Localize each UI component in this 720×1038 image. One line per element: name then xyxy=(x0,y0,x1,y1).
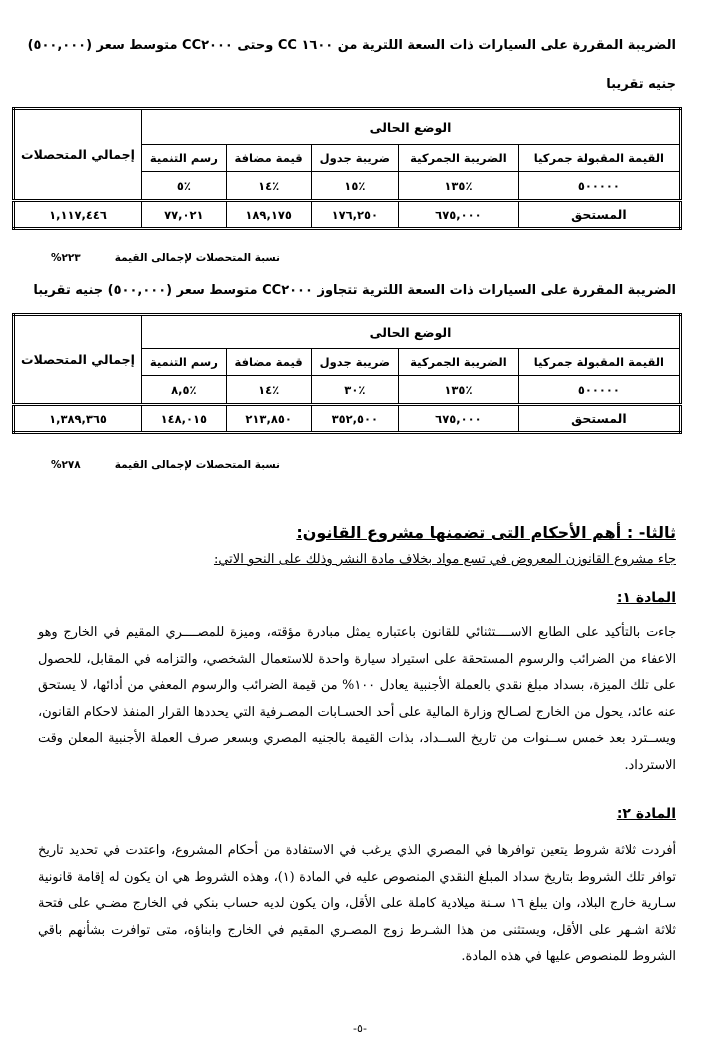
due-vat: ٢١٣,٨٥٠ xyxy=(226,405,311,433)
page-number: -٥- xyxy=(353,1022,367,1035)
ratio-label: نسبة المتحصلات لإجمالى القيمة xyxy=(114,252,280,264)
due-vat: ١٨٩,١٧٥ xyxy=(226,201,311,229)
rate-schedule-tax: ٪١٥ xyxy=(311,172,399,201)
col-development-fee: رسم التنمية xyxy=(142,145,227,172)
ratio-label: نسبة المتحصلات لإجمالى القيمة xyxy=(114,459,280,471)
article1-text: جاءت بالتأكيد على الطابع الاســــتثنائي للقانون باعتباره يمثل مبادرة مؤقته، وميزة للمصــــري المقيم في الخارج وهو الاعفاء من الضرائب والرسوم المستحقة على استيراد سيارة واحدة للاستعمال الشخصي، والتزامه في المقابل، للحصول على تلك الميزة، بسداد مبلغ نقدي بالعملة الأجنبية يعادل ١٠٠% من قيمة الضرائب والرسوم المعفي من أدائها، لا يستحق عنه عائد، يحول من الخارج لصـالح وزارة المالية على أحد الحسـابات المصـرفية التي يحددها القرار المنفذ لاحكام القانون، ويســترد بعد خمس ســنوات من تاريخ الســداد، بذات القيمة بالجنيه المصري وبسعر صرف العملة الأجنبية المعلن وقت الاسترداد. xyxy=(38,625,676,773)
article1-title: المادة ١: xyxy=(616,590,676,606)
due-customs-tax: ٦٧٥,٠٠٠ xyxy=(399,405,519,433)
rate-customs-tax: ٪١٣٥ xyxy=(399,172,519,201)
tax-table-1 xyxy=(12,107,682,230)
rate-schedule-tax: ٪٣٠ xyxy=(311,376,399,405)
tax-table-2 xyxy=(12,313,682,434)
table2-ratio-note xyxy=(51,459,280,471)
section-title: ثالثا- : أهم الأحكام التى تضمنها مشروع القانون: xyxy=(296,523,676,542)
rate-vat: ٪١٤ xyxy=(226,172,311,201)
due-customs-tax: ٦٧٥,٠٠٠ xyxy=(399,201,519,229)
rate-customs-tax: ٪١٣٥ xyxy=(399,376,519,405)
col-customs-tax: الضريبة الجمركية xyxy=(399,349,519,376)
ratio-value: ٢٧٨% xyxy=(50,459,81,471)
due-schedule-tax: ١٧٦,٢٥٠ xyxy=(311,201,399,229)
section-intro: جاء مشروع القانوزن المعروض في تسع مواد بخلاف مادة النشر وذلك على النحو الاتي: xyxy=(213,552,676,567)
due-label: المستحق xyxy=(518,201,680,229)
col-customs-value: القيمة المقبولة جمركيا xyxy=(518,349,680,376)
table1-heading-line2: جنيه تقريبا xyxy=(606,77,676,92)
rate-customs-value: ٥٠٠٠٠٠ xyxy=(518,172,680,201)
table1-ratio-note xyxy=(51,252,280,264)
rate-vat: ٪١٤ xyxy=(226,376,311,405)
rate-development-fee: ٪٥ xyxy=(142,172,227,201)
ratio-value: ٢٢٣% xyxy=(50,252,81,264)
due-development-fee: ١٤٨,٠١٥ xyxy=(142,405,227,433)
status-header: الوضع الحالى xyxy=(142,109,681,145)
article2-title: المادة ٢: xyxy=(616,806,676,822)
col-customs-tax: الضريبة الجمركية xyxy=(399,145,519,172)
col-customs-value: القيمة المقبولة جمركيا xyxy=(518,145,680,172)
col-vat: قيمة مضافة xyxy=(226,145,311,172)
due-schedule-tax: ٣٥٢,٥٠٠ xyxy=(311,405,399,433)
rate-customs-value: ٥٠٠٠٠٠ xyxy=(518,376,680,405)
article2-text: أفردت ثلاثة شروط يتعين توافرها في المصري الذي يرغب في الاستفادة من أحكام المشروع، واعتدت في تحديد تاريخ توافر تلك الشروط بتاريخ سداد المبلغ النقدي المنصوص عليه في المادة (١)، وهذه الشروط هي ان يكون له إقامة قانونية سـارية خارج البلاد، وان يبلغ ١٦ سـنة ميلادية كاملة على الأقل، وان يكون لديه حساب بنكي في الخارج مضـي على فتحة ثلاثة اشـهر على الأقل، ويستثنى من هذا الشـرط زوج المصـري المقيم في الخارج وابناؤه، متى توافرت بشأنهم باقي الشروط للمنصوص عليها في هذه المادة. xyxy=(38,843,676,964)
total-collections-value: ١,١١٧,٤٤٦ xyxy=(14,201,142,229)
table2-heading-line1: الضريبة المقررة على السيارات ذات السعة اللترية تتجاوز CC٢٠٠٠ متوسط سعر (٥٠٠,٠٠٠) جنيه تقريبا xyxy=(33,283,676,298)
table1-heading-line1: الضريبة المقررة على السيارات ذات السعة اللترية من ١٦٠٠ CC وحتى CC٢٠٠٠ متوسط سعر (٥٠٠,٠٠٠) xyxy=(27,38,676,53)
col-schedule-tax: ضريبة جدول xyxy=(311,349,399,376)
col-schedule-tax: ضريبة جدول xyxy=(311,145,399,172)
total-collections-header: إجمالي المتحصلات xyxy=(14,109,142,201)
due-development-fee: ٧٧,٠٢١ xyxy=(142,201,227,229)
col-development-fee: رسم التنمية xyxy=(142,349,227,376)
status-header: الوضع الحالى xyxy=(142,315,681,349)
col-vat: قيمة مضافة xyxy=(226,349,311,376)
total-collections-header: إجمالي المتحصلات xyxy=(14,315,142,405)
rate-development-fee: ٪٨,٥ xyxy=(142,376,227,405)
total-collections-value: ١,٣٨٩,٣٦٥ xyxy=(14,405,142,433)
due-label: المستحق xyxy=(518,405,680,433)
